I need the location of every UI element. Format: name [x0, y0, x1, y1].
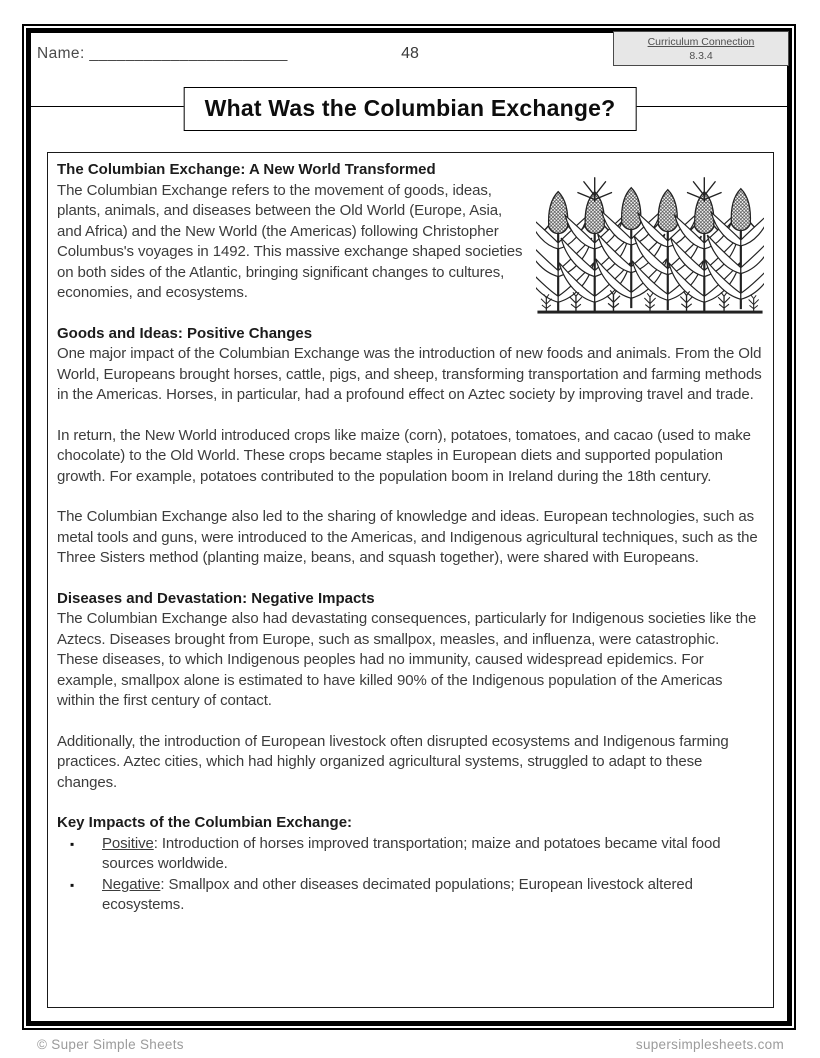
curriculum-connection-title: Curriculum Connection [647, 36, 755, 48]
paragraph-livestock-disruption: Additionally, the introduction of European livestock often disrupted ecosystems and Indigenous farming practices. Aztec cities, which had highly organized agricultural systems, struggled to adapt to these changes. [57, 732, 729, 791]
reading-passage-box [47, 152, 774, 1008]
list-item-negative [57, 875, 764, 916]
section-heading-key-impacts: Key Impacts of the Columbian Exchange: [57, 814, 353, 831]
paragraph-diseases: The Columbian Exchange also had devastating consequences, particularly for Indigenous societies like the Aztecs. Diseases brought from Europe, such as smallpox, measles, and influenza, were catastrophic. These diseases, to which Indigenous peoples had no immunity, caused widespread epidemics. For example, smallpox alone is estimated to have killed 90% of the Indigenous population of the Americas within the first century of contact. [57, 610, 757, 709]
paragraph-knowledge-sharing: The Columbian Exchange also led to the sharing of knowledge and ideas. European technologies, such as metal tools and guns, were introduced to the Americas, and Indigenous agricultural techniques, such as the Three Sisters method (planting maize, beans, and squash together), were shared with Europeans. [57, 508, 758, 566]
name-blank-line: Name: ______________________ [37, 45, 288, 62]
bullet-square-icon: ▪ [70, 877, 75, 892]
page-number: 48 [401, 45, 419, 62]
website-url: supersimplesheets.com [635, 1037, 784, 1052]
positive-label: Positive [102, 834, 154, 852]
paragraph-old-world-animals: One major impact of the Columbian Exchange was the introduction of new foods and animals. From the Old World, Europeans brought horses, cattle, pigs, and sheep, transforming transportation and farming methods in the Americas. Horses, in particular, had a profound effect on Aztec society by improving travel and trade. [57, 345, 762, 403]
corn-field-illustration [536, 162, 764, 318]
negative-label: Negative [102, 875, 161, 893]
curriculum-connection-badge [613, 31, 789, 66]
paragraph-new-world-crops: In return, the New World introduced crops like maize (corn), potatoes, tomatoes, and cacao (used to make chocolate) to the Old World. These crops became staples in European diets and supported population growth. For example, potatoes contributed to the population boom in Ireland during the 18th century. [57, 426, 751, 485]
section-heading-diseases-devastation: Diseases and Devastation: Negative Impacts [57, 589, 375, 607]
section-heading-goods-and-ideas: Goods and Ideas: Positive Changes [57, 324, 313, 342]
negative-text: : Smallpox and other diseases decimated populations; European livestock altered ecosystems. [102, 875, 693, 913]
section-heading-new-world-transformed: The Columbian Exchange: A New World Transformed [57, 161, 436, 178]
bullet-square-icon: ▪ [70, 836, 75, 851]
page-title: What Was the Columbian Exchange? [184, 87, 637, 131]
paragraph-intro: The Columbian Exchange refers to the movement of goods, ideas, plants, animals, and diseases between the Old World (Europe, Asia, and Africa) and the New World (the Americas) following Christopher Columbus's voyages in 1492. This massive exchange shaped societies on both sides of the Atlantic, bringing significant changes to cultures, economies, and ecosystems. [57, 181, 523, 301]
positive-text: : Introduction of horses improved transportation; maize and potatoes became vital food sources worldwide. [102, 834, 721, 872]
curriculum-connection-code: 8.3.4 [689, 50, 713, 62]
list-item-positive [57, 834, 764, 875]
key-impacts-list [57, 834, 764, 916]
copyright-text: © Super Simple Sheets [37, 1037, 184, 1052]
